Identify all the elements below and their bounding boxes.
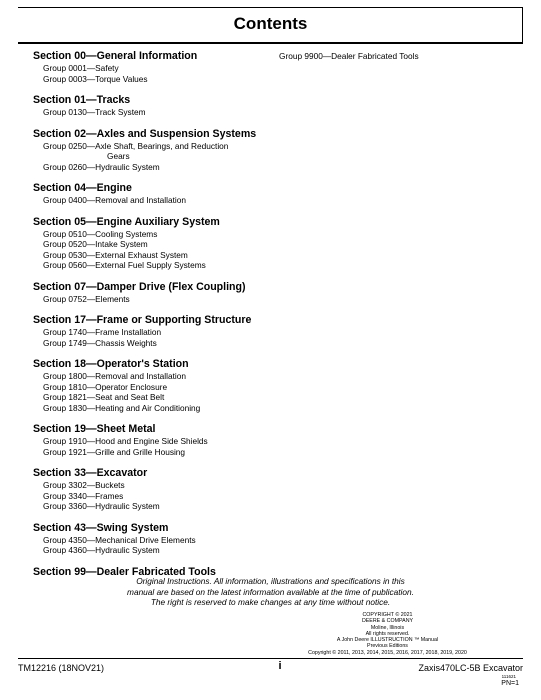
toc-group-entry[interactable]: Group 1830—Heating and Air Conditioning <box>43 402 201 413</box>
toc-group-entry[interactable]: Group 3360—Hydraulic System <box>43 501 160 511</box>
toc-group-entry[interactable]: Group 4360—Hydraulic System <box>43 545 160 555</box>
toc-section-heading[interactable]: Section 18—Operator's Station <box>33 358 189 370</box>
toc-section-heading[interactable]: Section 04—Engine <box>33 182 132 194</box>
toc-group-entry[interactable]: Group 0752—Elements <box>43 293 130 304</box>
toc-section-heading[interactable]: Section 17—Frame or Supporting Structure <box>33 314 252 326</box>
toc-group-entry[interactable]: Group 3340—Frames <box>43 490 124 501</box>
page-title: Contents <box>233 14 308 33</box>
toc-group-entry[interactable]: Group 1800—Removal and Installation <box>43 371 186 381</box>
toc-section <box>33 50 273 84</box>
toc-section-heading[interactable]: Section 01—Tracks <box>33 94 131 106</box>
toc-section-heading[interactable]: Section 19—Sheet Metal <box>33 423 156 435</box>
toc-section <box>33 128 273 173</box>
toc-section <box>33 216 273 271</box>
toc-group-entry[interactable]: Group 9900—Dealer Fabricated Tools <box>279 51 419 61</box>
toc-group-entry[interactable]: Group 0510—Cooling Systems <box>43 228 158 239</box>
contents-left-column <box>33 50 273 589</box>
toc-section-heading[interactable]: Section 43—Swing System <box>33 521 169 534</box>
toc-group-entry[interactable]: Group 0130—Track System <box>43 107 146 117</box>
toc-group-entry[interactable]: Group 1740—Frame Installation <box>43 327 162 337</box>
toc-section <box>33 182 273 206</box>
footer-model: Zaxis470LC-5B Excavator <box>418 663 523 673</box>
copyright-block <box>300 612 475 656</box>
toc-group-entry[interactable]: Group 1749—Chassis Weights <box>43 337 157 348</box>
contents-right-column <box>279 51 519 62</box>
note-line: manual are based on the latest information available at the time of publication. <box>127 586 414 597</box>
toc-group-entry[interactable]: Group 0530—External Exhaust System <box>43 249 188 260</box>
toc-section <box>33 423 273 457</box>
toc-group-entry[interactable]: Group 3302—Buckets <box>43 480 125 490</box>
toc-group-continuation: Gears <box>107 151 130 161</box>
copyright-line: Copyright © 2011, 2013, 2014, 2015, 2016, 2017, 2018, 2019, 2020 <box>308 649 467 656</box>
toc-section-heading[interactable]: Section 99—Dealer Fabricated Tools <box>33 565 216 578</box>
toc-group-entry[interactable]: Group 1821—Seat and Seat Belt <box>43 392 165 402</box>
toc-section-heading[interactable]: Section 05—Engine Auxiliary System <box>33 215 220 228</box>
toc-group-entry[interactable]: Group 4350—Mechanical Drive Elements <box>43 534 196 545</box>
toc-group-entry[interactable]: Group 0560—External Fuel Supply Systems <box>43 260 206 270</box>
copyright-line: DEERE & COMPANY <box>361 618 414 625</box>
footer-pn: PN=1 <box>501 680 519 687</box>
original-instructions-note <box>0 576 541 608</box>
toc-section-heading[interactable]: Section 02—Axles and Suspension Systems <box>33 127 257 140</box>
footer-page-number: i <box>278 660 282 672</box>
copyright-line: COPYRIGHT © 2021 <box>362 612 413 618</box>
copyright-line: Previous Editions <box>367 643 408 650</box>
toc-group-entry[interactable]: Group 0003—Torque Values <box>43 73 148 84</box>
note-line: The right is reserved to make changes at any time without notice. <box>150 597 391 607</box>
toc-group-entry[interactable]: Group 1921—Grille and Grille Housing <box>43 446 186 457</box>
toc-group-entry[interactable]: Group 0520—Intake System <box>43 239 148 249</box>
footer-rule <box>18 658 523 659</box>
note-line: Original Instructions. All information, illustrations and specifications in this <box>136 576 405 586</box>
toc-section-heading[interactable]: Section 07—Damper Drive (Flex Coupling) <box>33 280 246 293</box>
toc-section <box>33 522 273 556</box>
toc-group-entry[interactable]: Group 0250—Axle Shaft, Bearings, and Reduction <box>43 140 229 151</box>
toc-section <box>33 467 273 512</box>
toc-group-entry[interactable]: Group 0400—Removal and Installation <box>43 195 186 205</box>
toc-section <box>33 281 273 305</box>
toc-group-entry[interactable]: Group 1810—Operator Enclosure <box>43 381 168 392</box>
copyright-line: Moline, Illinois <box>370 624 405 631</box>
toc-section <box>33 94 273 118</box>
copyright-line: A John Deere ILLUSTRUCTION ™ Manual <box>336 637 439 644</box>
footer-doc-id: TM12216 (18NOV21) <box>18 663 105 673</box>
toc-section-heading[interactable]: Section 33—Excavator <box>33 467 148 479</box>
footer-code: 111621 <box>501 674 516 679</box>
toc-group-entry[interactable]: Group 0260—Hydraulic System <box>43 161 160 172</box>
copyright-line: All rights reserved. <box>365 630 410 637</box>
toc-section-heading[interactable]: Section 00—General Information <box>33 50 198 62</box>
title-rule <box>18 42 523 44</box>
toc-group-entry[interactable]: Group 0001—Safety <box>43 63 119 73</box>
top-rule <box>18 7 523 8</box>
toc-group-entry[interactable]: Group 1910—Hood and Engine Side Shields <box>43 436 208 446</box>
toc-section <box>33 358 273 413</box>
toc-section <box>33 314 273 348</box>
